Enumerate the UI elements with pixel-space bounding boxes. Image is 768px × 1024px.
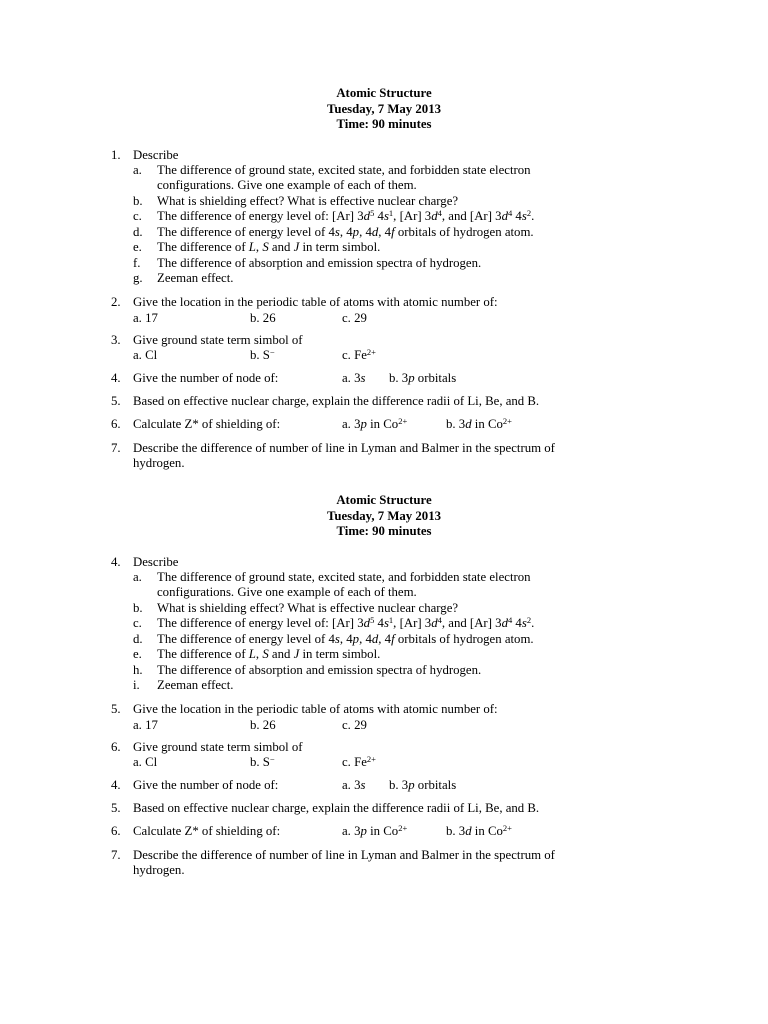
option-b: b. 3p orbitals — [389, 778, 457, 792]
question-text: hydrogen. — [133, 863, 185, 877]
question-text: Describe the difference of number of line in Lyman and Balmer in the spectrum of — [133, 848, 555, 862]
exam-time: Time: 90 minutes — [336, 117, 432, 132]
option-a: a. Cl — [133, 348, 158, 362]
option-b: b. 26 — [250, 718, 276, 732]
item-letter: a. — [133, 163, 142, 177]
option-c: c. 29 — [342, 311, 367, 325]
exam-header-1 — [0, 86, 768, 133]
option-c: c. $Fe^{2+}$ — [342, 347, 376, 362]
option-b: b. 3d in $Co^{2+}$ — [446, 416, 512, 431]
option-a: a. 3p in $Co^{2+}$ — [342, 416, 408, 431]
option-a: a. 3s — [342, 371, 366, 385]
question-text: Calculate Z* of shielding of: — [133, 824, 281, 838]
option-a: a. 17 — [133, 311, 158, 325]
option-b: b. 3p orbitals — [389, 371, 457, 385]
item-text: The difference of absorption and emission spectra of hydrogen. — [157, 256, 482, 270]
item-letter: c. — [133, 209, 142, 223]
item-text: The difference of absorption and emission spectra of hydrogen. — [157, 663, 482, 677]
item-text: Zeeman effect. — [157, 678, 234, 692]
item-text: What is shielding effect? What is effective nuclear charge? — [157, 601, 459, 615]
item-text: configurations. Give one example of each of them. — [157, 585, 417, 599]
question-number: 3. — [111, 333, 121, 347]
option-a: a. Cl — [133, 755, 158, 769]
option-c: c. 29 — [342, 718, 367, 732]
item-text-formatted: The difference of L, S and J in term simbol. — [157, 647, 381, 661]
option-c: c. $Fe^{2+}$ — [342, 754, 376, 769]
item-text-formatted: The difference of energy level of: [Ar] $3d^5$ $4s^1$, [Ar] $3d^4$, and [Ar] $3d^4$ $4s^2$. — [157, 615, 535, 630]
option-b: b. S− — [250, 347, 275, 362]
item-letter: b. — [133, 194, 143, 208]
question-text: Based on effective nuclear charge, explain the difference radii of Li, Be, and B. — [133, 394, 540, 408]
item-text: What is shielding effect? What is effective nuclear charge? — [157, 194, 459, 208]
item-letter: e. — [133, 647, 142, 661]
option-a: a. 3p in $Co^{2+}$ — [342, 823, 408, 838]
question-text: Give the location in the periodic table of atoms with atomic number of: — [133, 702, 498, 716]
question-text: hydrogen. — [133, 456, 185, 470]
item-letter: b. — [133, 601, 143, 615]
question-text: Based on effective nuclear charge, explain the difference radii of Li, Be, and B. — [133, 801, 540, 815]
item-letter: d. — [133, 632, 143, 646]
item-letter: d. — [133, 225, 143, 239]
question-number: 5. — [111, 394, 121, 408]
question-text: Give the number of node of: — [133, 778, 279, 792]
item-text: The difference of ground state, excited state, and forbidden state electron — [157, 570, 531, 584]
question-number: 5. — [111, 801, 121, 815]
question-text: Give the number of node of: — [133, 371, 279, 385]
item-text: configurations. Give one example of each of them. — [157, 178, 417, 192]
question-number: 6. — [111, 824, 121, 838]
question-text: Describe — [133, 555, 179, 569]
question-text: Describe — [133, 148, 179, 162]
question-text: Calculate Z* of shielding of: — [133, 417, 281, 431]
option-b: b. S− — [250, 754, 275, 769]
item-text-formatted: The difference of energy level of 4s, 4p, 4d, 4f orbitals of hydrogen atom. — [157, 632, 534, 646]
item-text-formatted: The difference of L, S and J in term simbol. — [157, 240, 381, 254]
question-text: Give ground state term simbol of — [133, 333, 303, 347]
question-number: 4. — [111, 778, 121, 792]
question-number: 7. — [111, 441, 121, 455]
item-text-formatted: The difference of energy level of 4s, 4p, 4d, 4f orbitals of hydrogen atom. — [157, 225, 534, 239]
question-number: 7. — [111, 848, 121, 862]
item-letter: c. — [133, 616, 142, 630]
item-text-formatted: The difference of energy level of: [Ar] $3d^5$ $4s^1$, [Ar] $3d^4$, and [Ar] $3d^4$ $4s^2$. — [157, 208, 535, 223]
question-number: 5. — [111, 702, 121, 716]
exam-date: Tuesday, 7 May 2013 — [326, 508, 441, 523]
option-a: a. 3s — [342, 778, 366, 792]
question-text: Give the location in the periodic table of atoms with atomic number of: — [133, 295, 498, 309]
exam-time: Time: 90 minutes — [336, 524, 432, 539]
question-text: Describe the difference of number of line in Lyman and Balmer in the spectrum of — [133, 441, 555, 455]
question-number: 1. — [111, 148, 121, 162]
item-text: Zeeman effect. — [157, 271, 234, 285]
exam-date: Tuesday, 7 May 2013 — [326, 101, 441, 116]
item-letter: e. — [133, 240, 142, 254]
item-text: The difference of ground state, excited state, and forbidden state electron — [157, 163, 531, 177]
question-number: 6. — [111, 740, 121, 754]
question-text: Give ground state term simbol of — [133, 740, 303, 754]
option-a: a. 17 — [133, 718, 158, 732]
question-number: 4. — [111, 555, 121, 569]
question-number: 6. — [111, 417, 121, 431]
item-letter: a. — [133, 570, 142, 584]
option-b: b. 26 — [250, 311, 276, 325]
exam-title: Atomic Structure — [336, 493, 432, 507]
exam-header-2 — [0, 493, 768, 540]
item-letter: i. — [133, 678, 140, 692]
exam-title: Atomic Structure — [336, 86, 432, 100]
question-number: 2. — [111, 295, 121, 309]
item-letter: g. — [133, 271, 143, 285]
option-b: b. 3d in $Co^{2+}$ — [446, 823, 512, 838]
question-number: 4. — [111, 371, 121, 385]
item-letter: f. — [133, 256, 141, 270]
item-letter: h. — [133, 663, 143, 677]
